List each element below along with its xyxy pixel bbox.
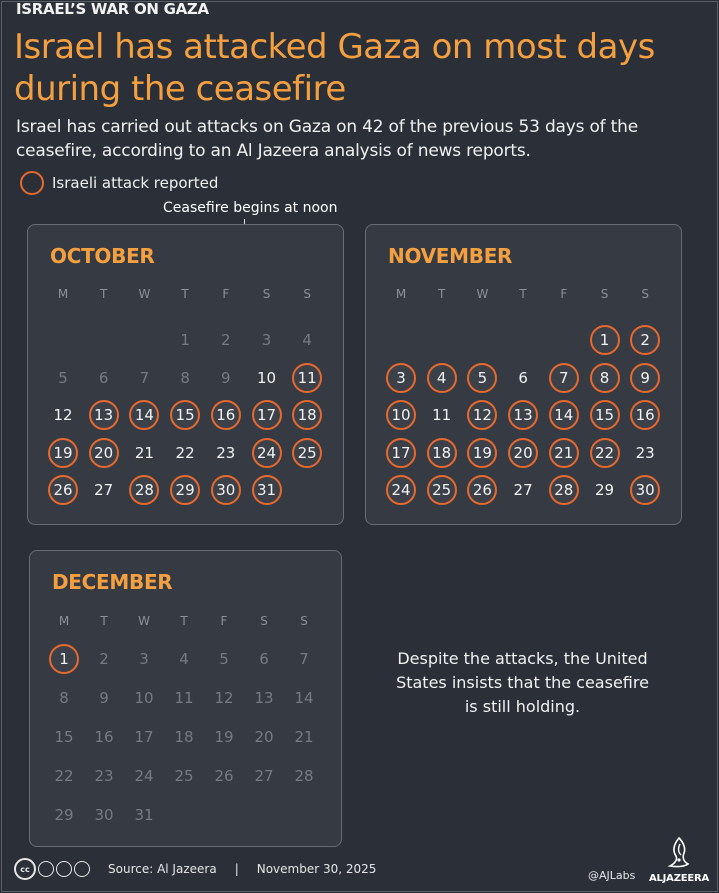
calendar-day: 6 <box>518 368 528 387</box>
weekday-label: T <box>100 614 108 628</box>
calendar-day: 10 <box>134 689 154 707</box>
calendar-day: 23 <box>635 443 655 462</box>
attack-day: 10 <box>386 400 416 430</box>
month-title: NOVEMBER <box>388 244 513 268</box>
weekday-label: S <box>641 287 649 301</box>
calendar-day: 3 <box>261 331 272 349</box>
calendar-day: 7 <box>139 368 150 387</box>
weekday-label: M <box>395 287 407 301</box>
attack-day: 24 <box>386 475 416 505</box>
attack-day: 31 <box>252 475 282 505</box>
aljazeera-logo <box>648 822 710 884</box>
month-title: DECEMBER <box>52 570 173 594</box>
attack-day: 26 <box>48 475 78 505</box>
attack-day: 22 <box>590 438 620 468</box>
nc-icon <box>56 861 72 877</box>
attack-day: 25 <box>292 438 322 468</box>
calendar-day: 24 <box>134 767 154 785</box>
attack-day: 28 <box>129 475 159 505</box>
month-title: OCTOBER <box>50 244 155 268</box>
attack-day: 18 <box>292 400 322 430</box>
attack-day: 30 <box>211 475 241 505</box>
weekday-label: M <box>57 287 69 301</box>
calendar-day: 23 <box>94 767 114 785</box>
attack-day: 28 <box>549 475 579 505</box>
legend <box>20 171 218 195</box>
attack-day: 5 <box>467 363 497 393</box>
calendar-day: 2 <box>99 650 109 668</box>
attack-day: 1 <box>49 644 79 674</box>
by-icon <box>38 861 54 877</box>
weekday-label: S <box>260 614 268 628</box>
calendar-day: 29 <box>594 481 615 499</box>
weekday-label: T <box>100 287 108 301</box>
attack-day: 25 <box>427 475 457 505</box>
calendar-day: 9 <box>221 368 231 387</box>
weekday-label: M <box>58 614 70 628</box>
calendar-day: 26 <box>214 767 234 785</box>
calendar-day: 31 <box>134 806 154 824</box>
calendar-october <box>27 224 344 525</box>
calendar-day: 30 <box>94 806 114 824</box>
attack-day: 21 <box>549 438 579 468</box>
weekday-label: S <box>600 287 609 301</box>
attack-day: 1 <box>590 325 620 355</box>
calendar-day: 10 <box>256 368 277 387</box>
attack-day: 13 <box>508 400 538 430</box>
calendar-day: 18 <box>174 728 194 746</box>
holding-note: Despite the attacks, the United States insists that the ceasefire is still holding. <box>396 649 649 716</box>
aljazeera-mark-icon <box>664 836 694 870</box>
attack-day: 17 <box>252 400 282 430</box>
attack-day: 7 <box>549 363 579 393</box>
weekday-label: T <box>180 614 188 628</box>
calendar-day: 20 <box>254 728 274 746</box>
attack-day: 3 <box>386 363 416 393</box>
attack-day: 13 <box>89 400 119 430</box>
calendar-day: 12 <box>53 406 73 424</box>
attack-ring-icon <box>20 171 44 195</box>
attack-day: 30 <box>630 475 660 505</box>
calendar-day: 3 <box>139 650 149 668</box>
calendar-day: 8 <box>59 689 69 707</box>
calendar-day: 5 <box>219 650 229 668</box>
attack-day: 14 <box>549 400 579 430</box>
calendar-day: 15 <box>54 728 74 746</box>
calendar-day: 16 <box>94 728 114 746</box>
attack-day: 8 <box>590 363 620 393</box>
attack-day: 16 <box>211 400 241 430</box>
calendar-day: 13 <box>254 689 274 707</box>
calendar-day: 4 <box>179 650 189 668</box>
attack-day: 9 <box>630 363 660 393</box>
attack-day: 14 <box>129 400 159 430</box>
attack-day: 15 <box>170 400 200 430</box>
calendar-day: 27 <box>94 481 114 499</box>
weekday-label: F <box>222 287 230 301</box>
calendar-day: 2 <box>221 331 231 349</box>
publish-date: November 30, 2025 <box>256 862 377 876</box>
kicker: ISRAEL’S WAR ON GAZA <box>16 0 209 18</box>
attack-day: 18 <box>427 438 457 468</box>
calendar-day: 28 <box>294 767 314 785</box>
calendar-day: 14 <box>294 689 314 707</box>
weekday-label: S <box>300 614 308 628</box>
attack-day: 29 <box>170 475 200 505</box>
weekday-label: F <box>220 614 228 628</box>
weekday-label: T <box>181 287 189 301</box>
weekday-label: T <box>438 287 446 301</box>
footer-separator: | <box>234 862 239 876</box>
subhead: Israel has carried out attacks on Gaza on 42 of the previous 53 days of the ceasefire, according to an Al Jazeera analysis of news reports. <box>16 117 638 161</box>
calendar-day: 21 <box>134 443 154 462</box>
calendar-day: 23 <box>216 443 236 462</box>
calendar-day: 27 <box>254 767 274 785</box>
aljazeera-wordmark: ALJAZEERA <box>648 873 710 884</box>
calendar-day: 7 <box>299 650 309 668</box>
calendar-day: 11 <box>174 689 194 707</box>
calendar-day: 6 <box>259 650 269 668</box>
weekday-label: F <box>560 287 568 301</box>
calendar-day: 6 <box>98 368 109 387</box>
calendar-day: 25 <box>174 767 194 785</box>
calendar-day: 11 <box>432 406 452 424</box>
headline: Israel has attacked Gaza on most days during the ceasefire <box>14 27 655 109</box>
weekday-label: S <box>262 287 271 301</box>
calendar-day: 22 <box>175 443 195 462</box>
weekday-label: W <box>138 614 150 628</box>
calendar-day: 8 <box>180 368 190 387</box>
attack-day: 20 <box>89 438 119 468</box>
attack-day: 24 <box>252 438 282 468</box>
attack-day: 16 <box>630 400 660 430</box>
attack-day: 19 <box>467 438 497 468</box>
calendar-day: 27 <box>513 481 533 499</box>
weekday-label: W <box>138 287 151 301</box>
attack-day: 17 <box>386 438 416 468</box>
calendar-day: 12 <box>214 689 234 707</box>
calendar-november <box>365 224 682 525</box>
attack-day: 11 <box>292 363 322 393</box>
attack-day: 15 <box>590 400 620 430</box>
attack-day: 4 <box>427 363 457 393</box>
weekday-label: T <box>519 287 527 301</box>
calendar-day: 1 <box>180 331 190 349</box>
calendar-day: 29 <box>54 806 74 824</box>
license-badge <box>14 858 92 880</box>
source-text: Source: Al Jazeera <box>108 862 217 876</box>
calendar-day: 22 <box>54 767 74 785</box>
sa-icon <box>74 861 90 877</box>
calendar-december <box>29 550 342 847</box>
ajlabs-credit: @AJLabs <box>588 869 636 882</box>
attack-day: 2 <box>630 325 660 355</box>
attack-day: 12 <box>467 400 497 430</box>
legend-label: Israeli attack reported <box>52 174 219 192</box>
attack-day: 20 <box>508 438 538 468</box>
attack-day: 26 <box>467 475 497 505</box>
attack-day: 19 <box>48 438 78 468</box>
calendar-day: 9 <box>99 689 109 707</box>
calendar-day: 5 <box>58 368 68 387</box>
calendar-day: 21 <box>294 728 314 746</box>
weekday-label: S <box>303 287 311 301</box>
calendar-day: 17 <box>134 728 154 746</box>
cc-icon: cc <box>14 858 36 880</box>
footer <box>14 858 376 880</box>
calendar-day: 19 <box>214 728 234 746</box>
weekday-label: W <box>476 287 489 301</box>
ceasefire-annotation: Ceasefire begins at noon <box>163 200 338 216</box>
calendar-day: 4 <box>302 331 312 349</box>
